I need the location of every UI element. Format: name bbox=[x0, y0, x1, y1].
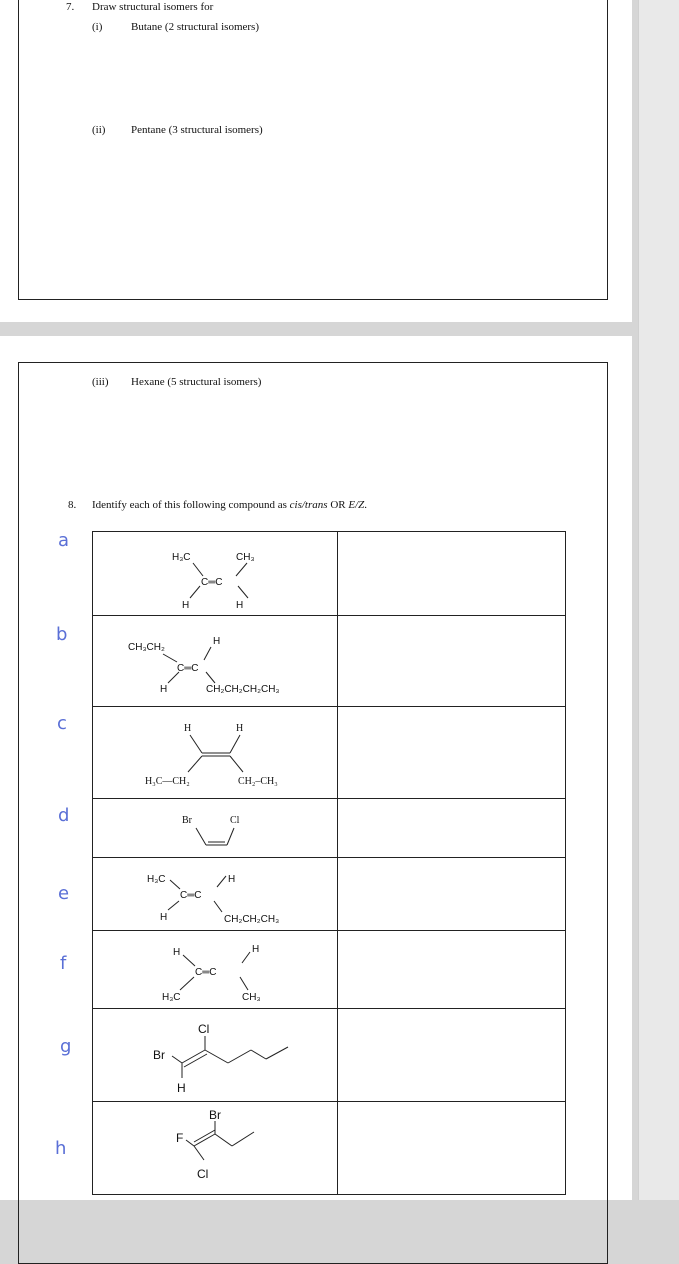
q7-iii-text: Hexane (5 structural isomers) bbox=[131, 376, 262, 388]
handwritten-label-e: e bbox=[58, 883, 70, 904]
compound-d-top-right: Cl bbox=[230, 815, 240, 826]
compound-e-center: C═C bbox=[180, 890, 202, 901]
handwritten-label-a: a bbox=[58, 530, 70, 551]
compound-b-bottom-left: H bbox=[160, 684, 168, 695]
compound-c-bottom-left: H₃C—CH₂ bbox=[145, 776, 190, 787]
compound-e-bottom-right: CH₂CH₂CH₃ bbox=[224, 914, 280, 925]
compound-f-top-right: H bbox=[252, 944, 260, 955]
compound-a-bottom-left: H bbox=[182, 600, 190, 611]
compound-b-center: C═C bbox=[177, 663, 199, 674]
handwritten-label-d: d bbox=[58, 805, 70, 826]
compound-f-bottom-left: H₃C bbox=[162, 992, 181, 1003]
compound-f-bottom-right: CH₃ bbox=[242, 992, 261, 1003]
q7-iii-label: (iii) bbox=[92, 376, 109, 388]
compound-f-center: C═C bbox=[195, 967, 217, 978]
compound-b-top-right: H bbox=[213, 636, 221, 647]
compound-h-bottom: Cl bbox=[197, 1167, 209, 1181]
compound-a-bottom-right: H bbox=[236, 600, 244, 611]
compound-b-bottom-right: CH₂CH₂CH₂CH₃ bbox=[206, 684, 280, 695]
compound-c-top-right: H bbox=[236, 723, 244, 734]
handwritten-label-b: b bbox=[56, 624, 68, 645]
compound-f-top-left: H bbox=[173, 947, 181, 958]
q8-text-ez: E/Z bbox=[348, 499, 365, 511]
compound-g-left: Br bbox=[153, 1048, 165, 1062]
compound-d-top-left: Br bbox=[182, 815, 192, 826]
q7-title: Draw structural isomers for bbox=[92, 1, 214, 13]
handwritten-label-f: f bbox=[60, 953, 67, 974]
q7-i-label: (i) bbox=[92, 21, 103, 33]
compound-e-top-right: H bbox=[228, 874, 236, 885]
q8-text-cis-trans: cis/trans bbox=[289, 499, 328, 511]
compound-e-bottom-left: H bbox=[160, 912, 168, 923]
compound-c-bottom-right: CH₂–CH₃ bbox=[238, 776, 278, 787]
compound-h-left: F bbox=[176, 1131, 184, 1145]
q7-number: 7. bbox=[66, 1, 75, 13]
compound-a-top-right: CH₃ bbox=[236, 552, 255, 563]
q7-ii-text: Pentane (3 structural isomers) bbox=[131, 124, 263, 136]
q8-text-pre: Identify each of this following compound as bbox=[92, 499, 290, 511]
compound-a-center: C═C bbox=[201, 577, 223, 588]
compound-g-bottom: H bbox=[177, 1081, 186, 1095]
q8-number: 8. bbox=[68, 499, 77, 511]
handwritten-label-c: c bbox=[57, 713, 67, 734]
handwritten-label-h: h bbox=[55, 1138, 67, 1159]
q7-i-text: Butane (2 structural isomers) bbox=[131, 21, 259, 33]
compound-c-top-left: H bbox=[184, 723, 192, 734]
q7-ii-label: (ii) bbox=[92, 124, 106, 136]
compound-g-top: Cl bbox=[198, 1022, 210, 1036]
compound-b-top-left: CH₃CH₂ bbox=[128, 642, 165, 653]
compound-a-top-left: H₃C bbox=[172, 552, 191, 563]
q8-text-or: OR bbox=[327, 499, 349, 511]
q8-text-end: . bbox=[364, 499, 367, 511]
handwritten-label-g: g bbox=[60, 1036, 72, 1057]
compound-e-top-left: H₃C bbox=[147, 874, 166, 885]
compound-h-top: Br bbox=[209, 1108, 221, 1122]
